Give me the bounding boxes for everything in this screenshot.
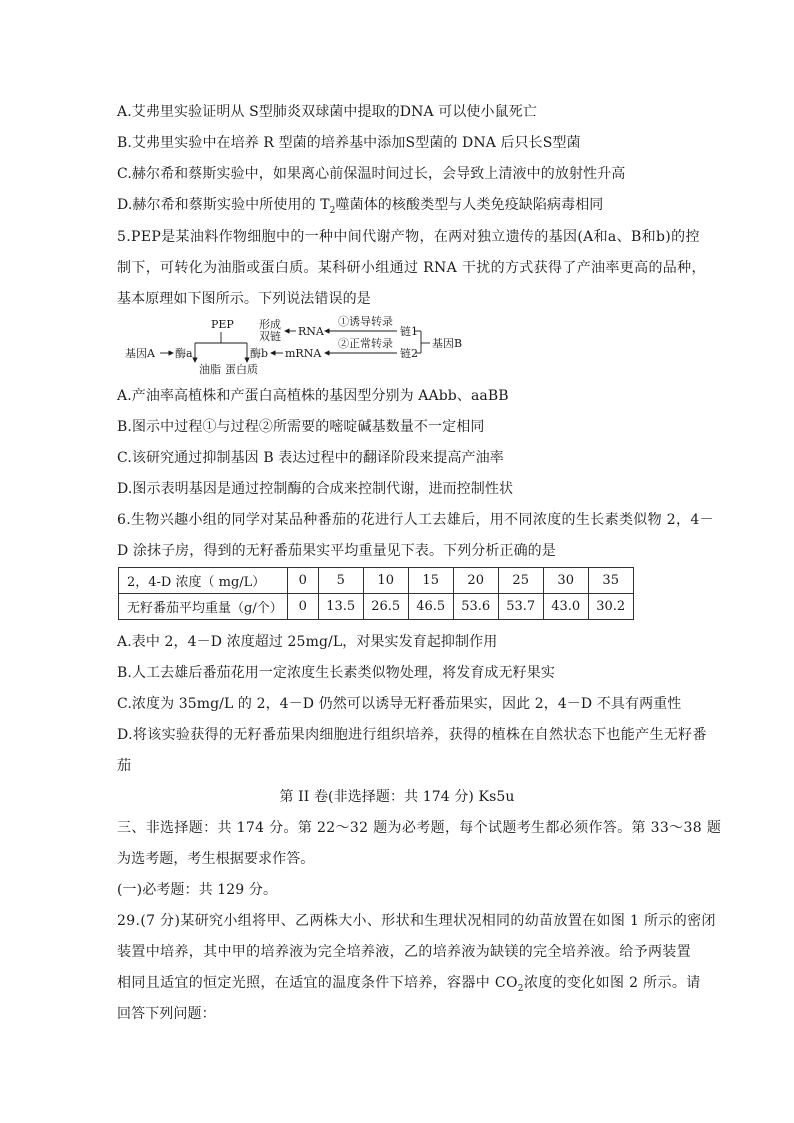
option-4a: A.艾弗里实验证明从 S型肺炎双球菌中提取的DNA 可以使小鼠死亡: [117, 104, 537, 120]
table-cell: 0: [287, 568, 318, 594]
protein-label: 蛋白质: [225, 363, 258, 376]
form-label: 形成: [259, 318, 281, 331]
table-cell: 25: [498, 568, 543, 594]
option-4b: B.艾弗里实验中在培养 R 型菌的培养基中添加S型菌的 DNA 后只长S型菌: [117, 135, 581, 151]
question-29-text: 相同且适宜的恒定光照，在适宜的温度条件下培养，容器中 CO: [117, 975, 518, 991]
option-4c: C.赫尔希和蔡斯实验中，如果离心前保温时间过长，会导致上清液中的放射性升高: [117, 166, 626, 182]
part-3-instructions: 为选考题，考生根据要求作答。: [117, 851, 315, 867]
option-5c: C.该研究通过抑制基因 B 表达过程中的翻译阶段来提高产油率: [117, 450, 504, 466]
table-cell: 20: [453, 568, 498, 594]
question-29-stem: 29.(7 分)某研究小组将甲、乙两株大小、形状和生理状况相同的幼苗放置在如图 1 所示的密闭: [117, 913, 716, 929]
table-cell: 26.5: [363, 594, 408, 620]
option-6a: A.表中 2，4－D 浓度超过 25mg/L，对果实发育起抑制作用: [117, 634, 498, 650]
chain-2-label: 链2: [400, 347, 418, 360]
gene-b-label: 基因B: [432, 337, 463, 350]
table-cell: 43.0: [543, 594, 588, 620]
option-4d-text: D.赫尔希和蔡斯实验中所使用的 T: [117, 197, 330, 213]
table-cell: 53.7: [498, 594, 543, 620]
option-6b: B.人工去雄后番茄花用一定浓度生长素类似物处理，将发育成无籽果实: [117, 665, 555, 681]
part-3-instructions: 三、非选择题：共 174 分。第 22～32 题为必考题，每个试题考生都必须作答。第 33～38 题: [117, 820, 722, 836]
question-6-stem: D 涂抹子房，得到的无籽番茄果实平均重量见下表。下列分析正确的是: [117, 543, 556, 559]
table-cell: 15: [408, 568, 453, 594]
question-29-stem: [117, 973, 701, 994]
question-5-stem: 基本原理如下图所示。下列说法错误的是: [117, 291, 371, 307]
induced-transcription-label: ①诱导转录: [338, 315, 393, 328]
enzyme-b-label: 酶b: [250, 347, 269, 360]
question-29-stem: 装置中培养，其中甲的培养液为完全培养液，乙的培养液为缺镁的完全培养液。给予两装置: [117, 944, 691, 960]
table-cell: 13.5: [318, 594, 363, 620]
question-5-stem: 5.PEP是某油料作物细胞中的一种中间代谢产物，在两对独立遗传的基因(A和a、B和b)的控: [117, 229, 700, 245]
question-5-stem: 制下，可转化为油脂或蛋白质。某科研小组通过 RNA 干扰的方式获得了产油率更高的品种，: [117, 260, 706, 276]
table-cell: 53.6: [453, 594, 498, 620]
enzyme-a-label: 酶a: [175, 347, 193, 360]
double-strand-label: 双链: [259, 330, 281, 343]
option-5b: B.图示中过程①与过程②所需要的嘧啶碱基数量不一定相同: [117, 419, 485, 435]
table-row: [119, 594, 634, 620]
option-6d: D.将该实验获得的无籽番茄果肉细胞进行组织培养，获得的植株在自然状态下也能产生无籽番: [117, 727, 707, 743]
rna-interference-diagram: [125, 315, 465, 377]
option-5d: D.图示表明基因是通过控制酶的合成来控制代谢，进而控制性状: [117, 481, 514, 497]
subscript: 2: [517, 983, 524, 994]
oil-label: 油脂: [199, 363, 221, 376]
table-cell: 5: [318, 568, 363, 594]
pep-label: PEP: [211, 318, 234, 331]
option-6c: C.浓度为 35mg/L 的 2，4－D 仍然可以诱导无籽番茄果实，因此 2，4－D 不具有两重性: [117, 696, 682, 712]
table-cell: 46.5: [408, 594, 453, 620]
table-row: [119, 568, 634, 594]
table-cell: 10: [363, 568, 408, 594]
table-cell: 30.2: [588, 594, 633, 620]
option-4d-text-end: 噬菌体的核酸类型与人类免疫缺陷病毒相同: [335, 197, 604, 213]
subscript: 2: [329, 205, 336, 216]
table-cell: 30: [543, 568, 588, 594]
normal-transcription-label: ②正常转录: [338, 337, 393, 350]
question-29-text-end: 浓度的变化如图 2 所示。请: [523, 975, 701, 991]
table-row-header: 2，4-D 浓度（ mg/L）: [119, 568, 288, 594]
chain-1-label: 链1: [400, 325, 418, 338]
required-questions-heading: (一)必考题：共 129 分。: [117, 882, 278, 898]
table-cell: 35: [588, 568, 633, 594]
option-6d-continued: 茄: [117, 758, 132, 774]
table-row-header: 无籽番茄平均重量（g/个）: [119, 594, 288, 620]
question-29-stem: 回答下列问题：: [117, 1006, 216, 1022]
section-title: 第 II 卷(非选择题：共 174 分) Ks5u: [279, 789, 515, 805]
option-4d: [117, 195, 677, 215]
table-cell: 0: [287, 594, 318, 620]
rna-label: RNA: [298, 325, 324, 338]
option-5a: A.产油率高植株和产蛋白高植株的基因型分别为 AAbb、aaBB: [117, 388, 509, 404]
gene-a-label: 基因A: [125, 347, 155, 360]
data-table: [118, 567, 634, 620]
question-6-stem: 6.生物兴趣小组的同学对某品种番茄的花进行人工去雄后，用不同浓度的生长素类似物 2，4－: [117, 512, 715, 528]
mrna-label: mRNA: [285, 347, 322, 360]
